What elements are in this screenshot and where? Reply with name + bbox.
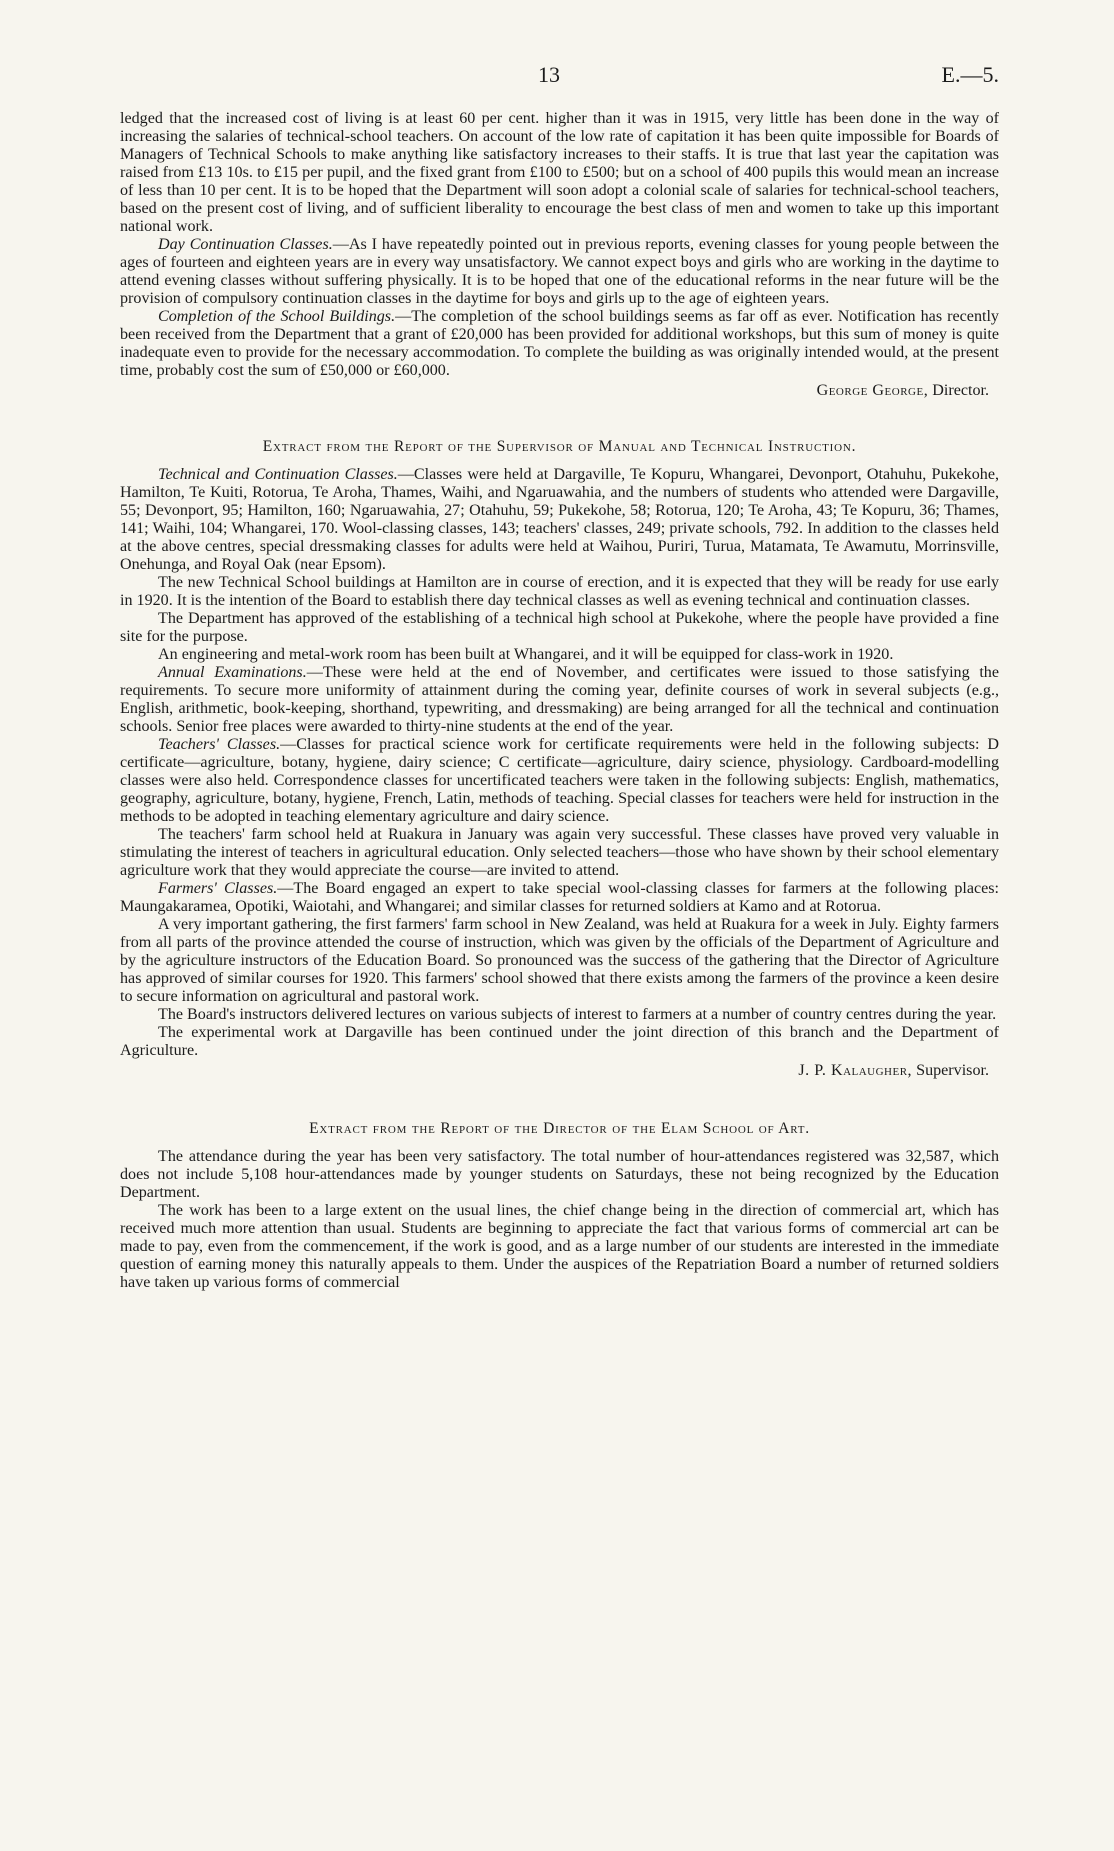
paragraph-farmers-classes: Farmers' Classes.—The Board engaged an expert to take special wool-classing classes for farmers at the following places: Maungakaramea, Opotiki, Waiotahi, and Whangarei; and similar classes for returned soldiers at Kamo and at Rotorua. [120, 880, 999, 915]
elam-report-heading: Extract from the Report of the Director of the Elam School of Art. [309, 1120, 810, 1137]
paragraph-farm-school: The teachers' farm school held at Ruakura in January was again very successful. These classes have proved very valuable in stimulating the interest of teachers in agricultural education. Only selected teachers—those who have shown by their school elementary agriculture work that they would appreciate the course—are invited to attend. [120, 826, 999, 879]
subheading-day-continuation: Day Continuation Classes. [158, 236, 333, 253]
paragraph-hamilton: The new Technical School buildings at Hamilton are in course of erection, and it is expected that they will be ready for use early in 1920. It is the intention of the Board to establish there day technical classes as well as evening technical and continuation classes. [120, 574, 999, 609]
paragraph-attendance: The attendance during the year has been very satisfactory. The total number of hour-attendances registered was 32,587, which does not include 5,108 hour-attendances made by younger students on Saturdays, these not being recognized by the Education Department. [120, 1148, 999, 1201]
page-header [120, 60, 999, 110]
section-code: E.—5. [941, 62, 999, 87]
paragraph-salaries: ledged that the increased cost of living is at least 60 per cent. higher than it was in 1915, very little has been done in the way of increasing the salaries of technical-school teachers. On account of the low rate of capitation it has been quite impossible for Boards of Managers of Technical Schools to make anything like satisfactory increases to their staffs. It is true that last year the capitation was raised from £13 10s. to £15 per pupil, and the fixed grant from £100 to £500; but on a school of 400 pupils this would mean an increase of less than 10 per cent. It is to be hoped that the Department will soon adopt a colonial scale of salaries for technical-school teachers, based on the present cost of living, and of sufficient liberality to encourage the best class of men and women to take up this important national work. [120, 110, 999, 235]
paragraph-completion-buildings: Completion of the School Buildings.—The completion of the school buildings seems as far off as ever. Notification has recently been received from the Department that a grant of £20,000 has been provided for additional workshops, but this sum of money is quite inadequate even to provide for the necessary accommodation. To complete the building as was originally intended would, at the present time, probably cost the sum of £50,000 or £60,000. [120, 308, 999, 379]
paragraph-commercial-art: The work has been to a large extent on the usual lines, the chief change being in the direction of commercial art, which has received much more attention than usual. Students are beginning to appreciate the fact that various forms of commercial art can be made to pay, even from the commencement, if the work is good, and as a large number of our students are interested in the immediate question of earning money this naturally appeals to them. Under the auspices of the Repatriation Board a number of returned soldiers have taken up various forms of commercial [120, 1202, 999, 1291]
subheading-teachers-classes: Teachers' Classes. [158, 736, 281, 753]
paragraph-whangarei: An engineering and metal-work room has been built at Whangarei, and it will be equipped for class-work in 1920. [158, 646, 894, 663]
director-signature: George George, Director. [816, 382, 989, 399]
paragraph-experimental-work: The experimental work at Dargaville has been continued under the joint direction of this branch and the Department of Agriculture. [120, 1024, 999, 1059]
subheading-technical-classes: Technical and Continuation Classes. [158, 466, 398, 483]
paragraph-annual-examinations: Annual Examinations.—These were held at the end of November, and certificates were issued to those satisfying the requirements. To secure more uniformity of attainment during the coming year, definite courses of work in several subjects (e.g., English, arithmetic, book-keeping, shorthand, typewriting, and dressmaking) are being arranged for all the technical and continuation schools. Senior free places were awarded to thirty-nine students at the end of the year. [120, 664, 1000, 735]
elam-report-section [120, 1120, 999, 1292]
subheading-annual-examinations: Annual Examinations. [158, 664, 307, 681]
paragraph-day-continuation: Day Continuation Classes.—As I have repeatedly pointed out in previous reports, evening classes for young people between the ages of fourteen and eighteen years are in every way unsatisfactory. We cannot expect boys and girls who are working in the daytime to attend evening classes without suffering physically. It is to be hoped that one of the educational reforms in the near future will be the provision of compulsory continuation classes in the daytime for boys and girls up to the age of eighteen years. [120, 236, 999, 307]
paragraph-lectures: The Board's instructors delivered lectures on various subjects of interest to farmers at a number of country centres during the year. [158, 1006, 997, 1023]
paragraph-pukekohe: The Department has approved of the establishing of a technical high school at Pukekohe, where the people have provided a fine site for the purpose. [120, 610, 999, 645]
supervisor-report-heading: Extract from the Report of the Supervisor of Manual and Technical Instruction. [262, 438, 857, 455]
subheading-completion-buildings: Completion of the School Buildings. [158, 308, 396, 325]
director-report-section [120, 110, 999, 400]
paragraph-teachers-classes: Teachers' Classes.—Classes for practical science work for certificate requirements were held in the following subjects: D certificate—agriculture, botany, hygiene, dairy science; C certificate—agriculture, dairy science, physiology. Cardboard-modelling classes were also held. Correspondence classes for uncertificated teachers were taken in the following subjects: English, mathematics, geography, agriculture, botany, hygiene, French, Latin, methods of teaching. Special classes for teachers were held for instruction in the methods to be adopted in teaching elementary agriculture and dairy science. [120, 736, 1000, 825]
supervisor-signature: J. P. Kalaugher, Supervisor. [798, 1062, 989, 1079]
paragraph-farmers-gathering: A very important gathering, the first farmers' farm school in New Zealand, was held at Ruakura for a week in July. Eighty farmers from all parts of the province attended the course of instruction, which was given by the officials of the Department of Agriculture and by the agriculture instructors of the Education Board. So pronounced was the success of the gathering that the Director of Agriculture has approved of similar courses for 1920. This farmers' school showed that there exists among the farmers of the province a keen desire to secure information on agricultural and pastoral work. [120, 916, 999, 1005]
page-number: 13 [538, 62, 560, 87]
paragraph-technical-classes: Technical and Continuation Classes.—Classes were held at Dargaville, Te Kopuru, Whangarei, Devonport, Otahuhu, Pukekohe, Hamilton, Te Kuiti, Rotorua, Te Aroha, Thames, Waihi, and Ngaruawahia, and the numbers of students who attended were Dargaville, 55; Devonport, 95; Hamilton, 160; Ngaruawahia, 27; Otahuhu, 59; Pukekohe, 58; Rotorua, 120; Te Aroha, 43; Te Kopuru, 36; Thames, 141; Waihi, 104; Whangarei, 170. Wool-classing classes, 143; teachers' classes, 249; private schools, 792. In addition to the classes held at the above centres, special dressmaking classes for adults were held at Waihou, Puriri, Turua, Matamata, Te Awamutu, Morrinsville, Onehunga, and Royal Oak (near Epsom). [120, 466, 999, 573]
subheading-farmers-classes: Farmers' Classes. [158, 880, 278, 897]
supervisor-report-section [120, 438, 999, 1080]
